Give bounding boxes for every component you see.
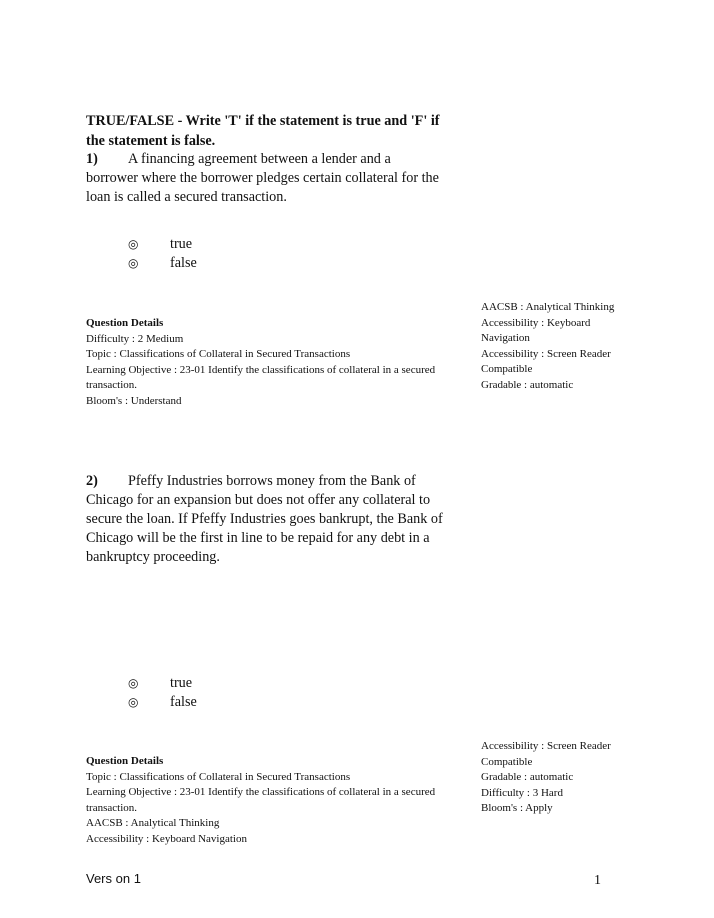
meta-line: Bloom's : Apply — [481, 802, 553, 815]
option-label: true — [170, 236, 193, 252]
option-true[interactable] — [128, 235, 192, 254]
meta-line: Difficulty : 3 Hard — [481, 786, 563, 799]
question-details — [86, 754, 436, 848]
details-title: Question Details — [86, 755, 164, 767]
question-meta — [481, 739, 641, 817]
option-true[interactable] — [128, 674, 192, 693]
radio-circle-icon[interactable]: ◎ — [128, 237, 139, 251]
meta-line: Gradable : automatic — [481, 771, 574, 784]
question-details — [86, 316, 436, 410]
option-false[interactable] — [128, 254, 197, 273]
option-label: false — [170, 694, 197, 710]
detail-line: Topic : Classifications of Collateral in Secured Transactions — [86, 348, 351, 361]
option-false[interactable] — [128, 693, 197, 712]
question-number: 1) — [86, 151, 98, 167]
detail-line: Topic : Classifications of Collateral in Secured Transactions — [86, 770, 351, 783]
detail-line: Difficulty : 2 Medium — [86, 332, 184, 345]
question-2 — [86, 472, 446, 567]
option-label: true — [170, 675, 193, 691]
meta-line: Accessibility : Screen Reader Compatible — [481, 740, 611, 768]
details-title: Question Details — [86, 317, 164, 329]
radio-circle-icon[interactable]: ◎ — [128, 695, 139, 709]
page-number: 1 — [594, 873, 601, 888]
radio-circle-icon[interactable]: ◎ — [128, 676, 139, 690]
instructions-header: TRUE/FALSE - Write 'T' if the statement is true and 'F' if the statement is false. — [86, 113, 440, 149]
question-1 — [86, 150, 446, 207]
meta-line: Accessibility : Keyboard Navigation — [481, 316, 591, 345]
option-label: false — [170, 255, 197, 271]
detail-line: Accessibility : Keyboard Navigation — [86, 832, 247, 845]
detail-line: Bloom's : Understand — [86, 394, 182, 407]
question-number: 2) — [86, 473, 98, 489]
detail-line: AACSB : Analytical Thinking — [86, 817, 220, 830]
radio-circle-icon[interactable]: ◎ — [128, 256, 139, 270]
footer-version: Vers on 1 — [86, 871, 141, 886]
meta-line: Gradable : automatic — [481, 378, 574, 391]
detail-line: Learning Objective : 23-01 Identify the classifications of collateral in a secured transaction. — [86, 786, 436, 814]
meta-line: AACSB : Analytical Thinking — [481, 301, 615, 313]
meta-line: Accessibility : Screen Reader Compatible — [481, 347, 611, 376]
detail-line: Learning Objective : 23-01 Identify the classifications of collateral in a secured transaction. — [86, 363, 436, 392]
question-text: A financing agreement between a lender and a borrower where the borrower pledges certain collateral for the loan is called a secured transaction. — [86, 151, 439, 205]
question-text: Pfeffy Industries borrows money from the Bank of Chicago for an expansion but does not offer any collateral to secure the loan. If Pfeffy Industries goes bankrupt, the Bank of Chicago will be the first in line to be repaid for any debt in a bankruptcy proceeding. — [86, 473, 443, 565]
question-meta — [481, 300, 641, 394]
